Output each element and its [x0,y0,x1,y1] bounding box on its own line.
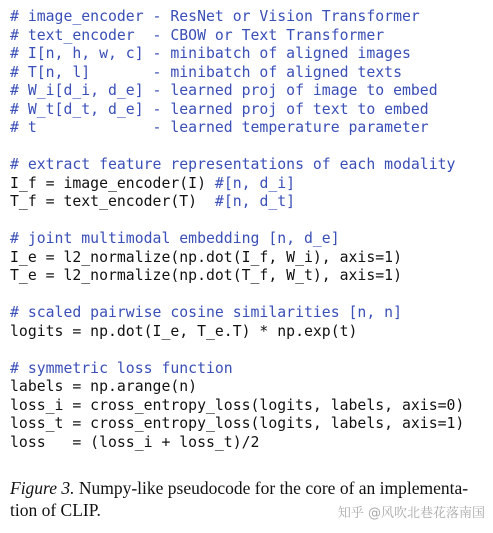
code-comment: # T[n, l] - minibatch of aligned texts [10,63,402,81]
code-line [10,286,490,305]
code-line [10,27,490,46]
pseudocode-block [10,8,490,452]
code-line [10,230,490,249]
code-comment: # scaled pairwise cosine similarities [n, n] [10,304,402,321]
code-statement: I_f = image_encoder(I) [10,174,215,192]
code-line [10,138,490,157]
code-comment: # symmetric loss function [10,359,233,377]
code-line [10,360,490,379]
code-statement: labels = np.arange(n) [10,378,198,395]
code-statement: logits = np.dot(I_e, T_e.T) * np.exp(t) [10,322,358,340]
code-line [10,378,490,397]
code-line [10,304,490,323]
code-line [10,156,490,175]
code-line [10,101,490,120]
code-comment: # W_i[d_i, d_e] - learned proj of image to embed [10,82,438,99]
code-line [10,341,490,360]
code-line [10,8,490,27]
code-line [10,193,490,212]
code-comment: #[n, d_i] [214,174,296,192]
code-line [10,175,490,194]
code-line [10,82,490,101]
code-line [10,45,490,64]
code-line [10,397,490,416]
code-comment: # extract feature representations of each modality [10,156,456,173]
code-comment: # t - learned temperature parameter [10,119,429,136]
caption-text: Numpy-like pseudocode for the core of an implementa- tion of CLIP. [10,478,469,520]
code-statement: T_f = text_encoder(T) [10,193,215,210]
code-comment: # text_encoder - CBOW or Text Transformer [10,26,385,44]
code-statement: I_e = l2_normalize(np.dot(I_f, W_i), axis=1) [10,248,402,266]
code-comment: #[n, d_t] [214,193,296,210]
code-comment: # W_t[d_t, d_e] - learned proj of text to embed [10,100,429,118]
code-line [10,119,490,138]
code-line [10,212,490,231]
code-comment: # I[n, h, w, c] - minibatch of aligned images [10,45,411,62]
code-statement: loss_i = cross_entropy_loss(logits, labels, axis=0) [10,396,465,414]
figure-label: Figure 3. [10,478,75,498]
code-line [10,64,490,83]
code-comment: # joint multimodal embedding [n, d_e] [10,230,340,247]
watermark: 知乎 @风吹北巷花落南国 [337,506,485,521]
code-statement: loss = (loss_i + loss_t)/2 [10,433,260,451]
code-line [10,249,490,268]
code-statement: loss_t = cross_entropy_loss(logits, labels, axis=1) [10,415,465,432]
code-line [10,415,490,434]
code-comment: # image_encoder - ResNet or Vision Transformer [10,8,420,25]
code-line [10,434,490,453]
code-statement: T_e = l2_normalize(np.dot(T_f, W_t), axis=1) [10,267,402,284]
code-line [10,267,490,286]
code-line [10,323,490,342]
